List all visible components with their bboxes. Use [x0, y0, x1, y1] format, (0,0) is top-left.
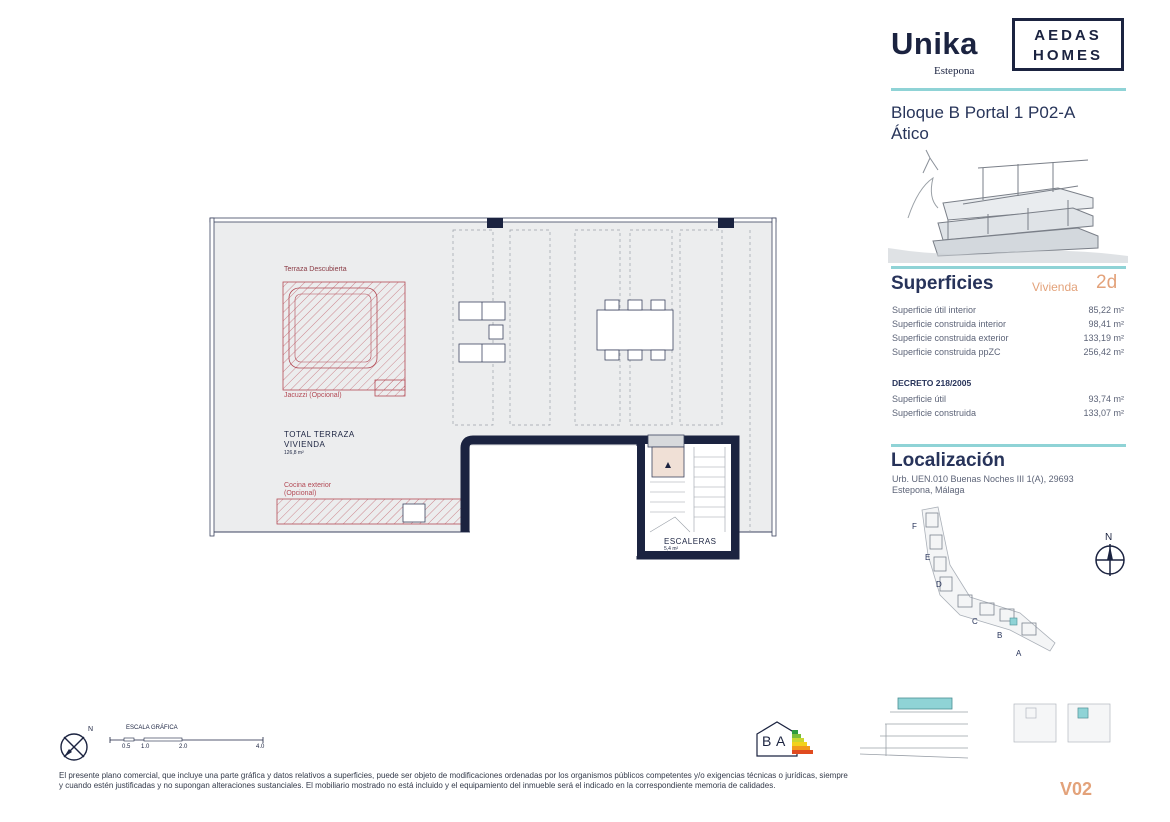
decreto-heading: DECRETO 218/2005: [892, 378, 972, 388]
escaleras-label: ESCALERAS: [664, 537, 717, 546]
site-plan-map: [900, 505, 1060, 660]
decreto-row-value: 133,07 m²: [1083, 408, 1124, 418]
localizacion-divider: [891, 444, 1126, 447]
block-letter: B: [997, 631, 1003, 640]
sup-row-label: Superficie construida interior: [892, 319, 1007, 329]
building-illustration: [888, 148, 1128, 263]
project-city: Estepona: [934, 65, 975, 77]
floor-key-diagram: [1012, 702, 1112, 744]
section-diagram: [860, 694, 970, 766]
unit-highlight: [1010, 618, 1017, 625]
jacuzzi-label: Jacuzzi (Opcional): [284, 392, 342, 399]
energy-rating-right: A: [776, 733, 786, 749]
total-vivienda-label: VIVIENDA: [284, 440, 326, 449]
sup-row-label: Superficie construida ppZC: [892, 347, 1001, 357]
scale-tick: 0.5: [122, 744, 131, 750]
address-line1: Urb. UEN.010 Buenas Noches III 1(A), 29693: [892, 474, 1074, 484]
project-logo: Unika: [891, 26, 978, 61]
sup-row-value: 256,42 m²: [1083, 347, 1124, 357]
escaleras-area: 5,4 m²: [664, 546, 679, 552]
legal-disclaimer: El presente plano comercial, que incluye una parte gráfica y datos relativos a superficies, puede ser objeto de modificaciones ordenadas por los organismos públicos competentes y/o exigencias técnicas o jurídicas, siempre y cuando estén justificadas y no supongan alteraciones sustanciales. El mobiliario mostrado no está incluido y el equipamiento del inmueble será el indicado en la correspondiente memoria de calidades.: [59, 771, 848, 790]
scale-bar: [108, 735, 268, 745]
developer-logo: [1012, 18, 1124, 71]
energy-rating-left: B: [762, 733, 772, 749]
terraza-label: Terraza Descubierta: [284, 266, 347, 273]
sup-row-value: 133,19 m²: [1083, 333, 1124, 343]
sup-row-value: 85,22 m²: [1088, 305, 1124, 315]
floor-plan: [205, 212, 783, 564]
scale-tick: 1.0: [141, 744, 150, 750]
north-label: N: [1105, 532, 1113, 543]
decreto-row-label: Superficie útil: [892, 394, 947, 404]
total-area: 126,8 m²: [284, 450, 304, 456]
block-letter: A: [1016, 649, 1022, 658]
total-terraza-label: TOTAL TERRAZA: [284, 430, 355, 439]
block-letter: E: [925, 553, 931, 562]
north-arrow-icon: [58, 728, 98, 764]
address-line2: Estepona, Málaga: [892, 485, 965, 495]
sup-row-value: 98,41 m²: [1088, 319, 1124, 329]
unit-type: Ático: [891, 124, 929, 143]
localizacion-heading: Localización: [891, 450, 1006, 471]
superficies-heading: Superficies: [891, 273, 994, 294]
decreto-row-value: 93,74 m²: [1088, 394, 1124, 404]
header-divider: [891, 88, 1126, 91]
decreto-row-label: Superficie construida: [892, 408, 977, 418]
scale-title: ESCALA GRÁFICA: [126, 725, 178, 731]
vivienda-value: 2d: [1096, 272, 1118, 293]
developer-logo-line1: AEDAS: [1034, 27, 1102, 44]
unit-title: Bloque B Portal 1 P02-A: [891, 103, 1076, 122]
block-letter: F: [912, 522, 917, 531]
vivienda-label: Vivienda: [1032, 280, 1078, 294]
compass-icon: [1094, 544, 1126, 576]
cocina-label-optional: (Opcional): [284, 490, 317, 497]
block-letter: C: [972, 617, 978, 626]
scale-tick: 4.0: [256, 744, 265, 750]
sup-row-label: Superficie útil interior: [892, 305, 977, 315]
superficies-divider: [891, 266, 1126, 269]
sup-row-label: Superficie construida exterior: [892, 333, 1009, 343]
cocina-label: Cocina exterior: [284, 482, 332, 489]
north-arrow-label: N: [88, 726, 94, 733]
block-letter: D: [936, 580, 942, 589]
scale-tick: 2.0: [179, 744, 188, 750]
version-label: V02: [1060, 779, 1093, 799]
developer-logo-line2: HOMES: [1032, 47, 1103, 64]
